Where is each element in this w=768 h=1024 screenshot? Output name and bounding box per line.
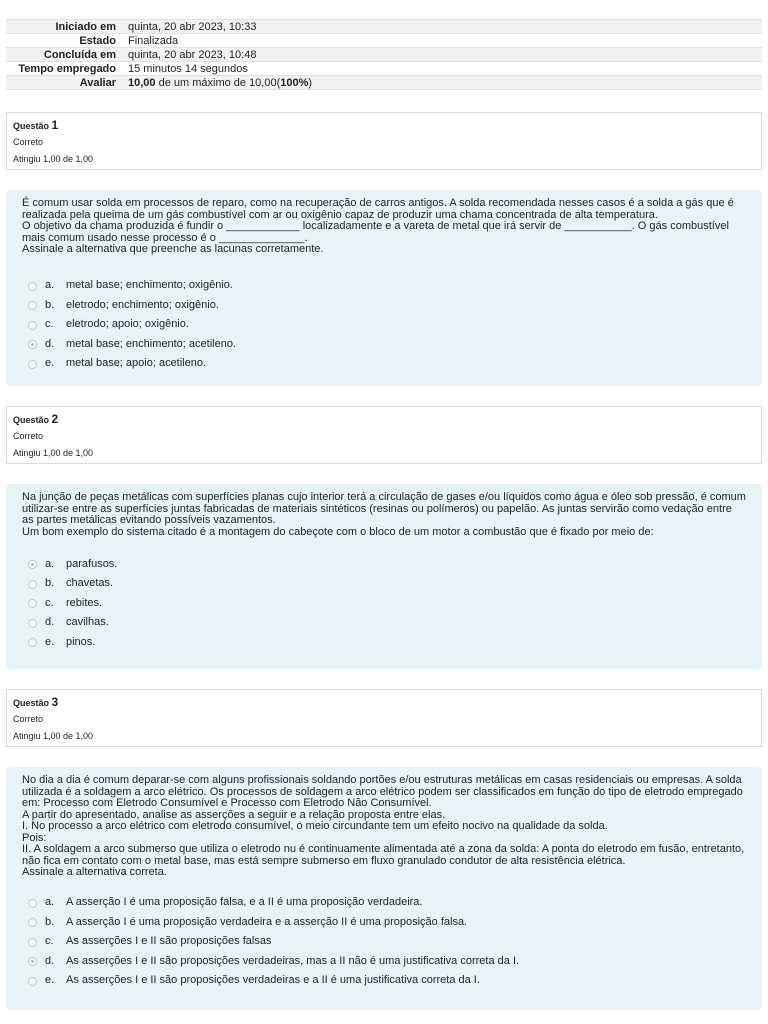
- option-letter: c.: [45, 935, 54, 948]
- question-num: 2: [51, 412, 59, 426]
- question-paragraph: Pois:: [22, 831, 47, 844]
- option-letter: c.: [45, 318, 54, 331]
- question-number: [13, 118, 58, 132]
- question-paragraph: A partir do apresentado, analise as asserções a seguir e a relação proposta entre elas.: [22, 808, 446, 821]
- question-grade: Atingiu 1,00 de 1,00: [13, 448, 94, 458]
- radio-icon[interactable]: [28, 619, 37, 628]
- radio-checked-icon[interactable]: [28, 957, 37, 966]
- question-paragraph: No dia a dia é comum deparar-se com alguns profissionais soldando portões e/ou estruturas metálicas em casas residenciais ou empresas. A solda utilizada é a soldagem a arco elétrico. Os processos de soldagem a arco elétrico podem ser classificados em função do tipo de eletrodo empregado em: Processo com Eletrodo Consumível e Processo com Eletrodo Não Consumível.: [22, 774, 743, 809]
- answer-option-b[interactable]: [22, 912, 746, 932]
- option-text: As asserções I e II são proposições verdadeiras e a II é uma justificativa correta da I.: [66, 974, 480, 987]
- option-text: eletrodo; apoio; oxigênio.: [66, 318, 189, 331]
- answer-option-c[interactable]: [22, 315, 746, 335]
- question-num: 1: [51, 118, 59, 132]
- question-text: [22, 492, 746, 538]
- option-letter: a.: [45, 279, 55, 292]
- answer-option-a[interactable]: [22, 893, 746, 913]
- question-number: [13, 695, 58, 709]
- radio-icon[interactable]: [28, 977, 37, 986]
- question-text: [22, 775, 746, 879]
- answer-option-d[interactable]: [22, 613, 746, 633]
- option-text: rebites.: [66, 596, 103, 609]
- question-paragraph: Na junção de peças metálicas com superfícies planas cujo interior terá a circulação de gases e/ou líquidos como água e óleo sob pressão, é comum utilizar-se entre as superfícies juntas fabricadas de materiais sintéticos (resinas ou polímeros) ou papelão. As juntas servirão como vedação entre as partes metálicas evitando possíveis vazamentos.: [22, 491, 746, 526]
- option-text: metal base; enchimento; oxigênio.: [66, 279, 233, 292]
- answer-option-a[interactable]: [22, 276, 746, 296]
- question-label: Questão: [13, 698, 50, 708]
- option-letter: e.: [45, 974, 55, 987]
- quiz-summary-table: [6, 19, 762, 90]
- summary-label: Avaliar: [79, 76, 116, 89]
- answer-option-a[interactable]: [22, 554, 746, 574]
- question-paragraph: I. No processo a arco elétrico com eletrodo consumível, o meio circundante tem um efeito nocivo na qualidade da solda.: [22, 820, 608, 832]
- radio-icon[interactable]: [28, 899, 37, 908]
- summary-row-started: [6, 19, 762, 33]
- question-2-content: [6, 484, 762, 669]
- radio-checked-icon[interactable]: [28, 560, 37, 569]
- question-paragraph: O objetivo da chama produzida é fundir o ____________ localizadamente e a vareta de metal que irá servir de ___________. O gás combustível mais comum usado nesse processo é o ______________.: [22, 220, 729, 244]
- option-text: As asserções I e II são proposições falsas: [66, 935, 272, 948]
- question-state: Correto: [13, 137, 44, 147]
- answer-option-b[interactable]: [22, 295, 746, 315]
- option-letter: e.: [45, 635, 55, 648]
- summary-value: quinta, 20 abr 2023, 10:48: [128, 48, 257, 61]
- summary-row-completed: [6, 47, 762, 61]
- option-letter: d.: [45, 337, 55, 350]
- radio-icon[interactable]: [28, 282, 37, 291]
- option-text: A asserção I é uma proposição verdadeira e a asserção II é uma proposição falsa.: [66, 915, 468, 928]
- option-text: cavilhas.: [66, 616, 109, 629]
- radio-icon[interactable]: [28, 599, 37, 608]
- option-text: parafusos.: [66, 557, 118, 570]
- summary-label: Estado: [79, 34, 116, 47]
- summary-value: quinta, 20 abr 2023, 10:33: [128, 20, 257, 33]
- question-1-content: [6, 190, 762, 386]
- radio-checked-icon[interactable]: [28, 340, 37, 349]
- question-paragraph: É comum usar solda em processos de reparo, como na recuperação de carros antigos. A solda recomendada nesses casos é a solda a gás que é realizada pela queima de um gás combustível com ar ou oxigênio capaz de produzir uma chama concentrada de alta temperatura.: [22, 197, 734, 221]
- option-text: chavetas.: [66, 577, 114, 590]
- question-paragraph: Assinale a alternativa correta.: [22, 866, 167, 878]
- radio-icon[interactable]: [28, 321, 37, 330]
- answer-options: [22, 276, 746, 374]
- question-2-info: [6, 406, 762, 464]
- summary-row-grade: [6, 75, 762, 90]
- question-paragraph: Um bom exemplo do sistema citado é a montagem do cabeçote com o bloco de um motor a combustão que é fixado por meio de:: [22, 525, 654, 538]
- question-paragraph: II. A soldagem a arco submerso que utiliza o eletrodo nu é continuamente alimentada até a zona da solda: A ponta do eletrodo em fusão, entretanto, não fica em contato com o metal base, mas está sempre submerso em fluxo granulado condutor de alta resistência elétrica.: [22, 843, 745, 867]
- summary-row-state: [6, 33, 762, 47]
- option-letter: b.: [45, 915, 55, 928]
- radio-icon[interactable]: [28, 580, 37, 589]
- option-text: eletrodo; enchimento; oxigênio.: [66, 298, 219, 311]
- question-3-content: [6, 767, 762, 1010]
- question-1-info: [6, 112, 762, 170]
- answer-option-c[interactable]: [22, 932, 746, 952]
- option-letter: d.: [45, 616, 55, 629]
- answer-options: [22, 554, 746, 652]
- radio-icon[interactable]: [28, 638, 37, 647]
- answer-option-e[interactable]: [22, 971, 746, 991]
- question-text: [22, 198, 746, 256]
- answer-option-b[interactable]: [22, 574, 746, 594]
- summary-grade-value: [122, 76, 762, 89]
- summary-label: Tempo empregado: [18, 62, 116, 75]
- radio-icon[interactable]: [28, 938, 37, 947]
- option-text: metal base; enchimento; acetileno.: [66, 337, 236, 350]
- question-grade: Atingiu 1,00 de 1,00: [13, 154, 94, 164]
- question-label: Questão: [13, 121, 50, 131]
- option-letter: b.: [45, 577, 55, 590]
- answer-option-d[interactable]: [22, 334, 746, 354]
- grade-end: ): [308, 76, 313, 89]
- summary-label: Concluída em: [43, 48, 116, 61]
- option-text: pinos.: [66, 635, 96, 648]
- option-letter: d.: [45, 954, 55, 967]
- grade-score: 10,00: [128, 76, 156, 89]
- option-letter: e.: [45, 357, 55, 370]
- summary-value: Finalizada: [128, 34, 179, 47]
- question-number: [13, 412, 58, 426]
- summary-row-time-taken: [6, 61, 762, 75]
- option-text: metal base; apoio; acetileno.: [66, 357, 207, 370]
- option-letter: c.: [45, 596, 54, 609]
- grade-max: de um máximo de 10,00(: [155, 76, 281, 89]
- answer-option-d[interactable]: [22, 951, 746, 971]
- option-letter: a.: [45, 557, 55, 570]
- grade-percent: 100%: [280, 76, 309, 89]
- answer-option-e[interactable]: [22, 632, 746, 652]
- option-text: A asserção I é uma proposição falsa, e a II é uma proposição verdadeira.: [66, 896, 423, 909]
- option-letter: a.: [45, 896, 55, 909]
- summary-value: 15 minutos 14 segundos: [128, 62, 248, 75]
- answer-options: [22, 893, 746, 991]
- question-num: 3: [51, 695, 59, 709]
- question-paragraph: Assinale a alternativa que preenche as lacunas corretamente.: [22, 243, 324, 255]
- answer-option-e[interactable]: [22, 354, 746, 374]
- radio-icon[interactable]: [28, 301, 37, 310]
- question-label: Questão: [13, 415, 50, 425]
- option-text: As asserções I e II são proposições verdadeiras, mas a II não é uma justificativa correta da I.: [66, 954, 520, 967]
- question-state: Correto: [13, 431, 44, 441]
- option-letter: b.: [45, 298, 55, 311]
- answer-option-c[interactable]: [22, 593, 746, 613]
- summary-label: Iniciado em: [55, 20, 116, 33]
- question-3-info: [6, 689, 762, 747]
- radio-icon[interactable]: [28, 918, 37, 927]
- radio-icon[interactable]: [28, 360, 37, 369]
- question-grade: Atingiu 1,00 de 1,00: [13, 731, 94, 741]
- question-state: Correto: [13, 714, 44, 724]
